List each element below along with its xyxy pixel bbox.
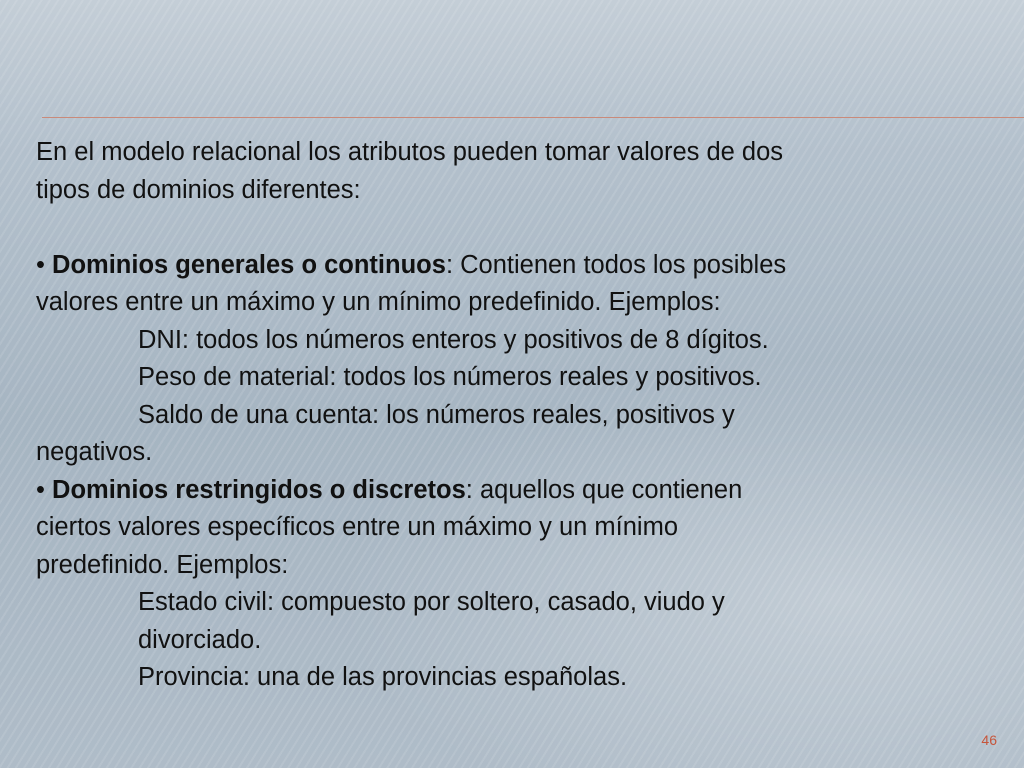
intro-text-line-2: tipos de dominios diferentes: [36, 175, 361, 204]
general-example-peso: Peso de material: todos los números reales y positivos. [138, 363, 762, 391]
restricted-domains-term: Dominios restringidos o discretos [52, 475, 466, 504]
general-domains-definition: : Contienen todos los posibles [445, 250, 787, 279]
restricted-domains-definition-line-3: predefinido. Ejemplos: [36, 550, 289, 579]
general-domains-bullet-line [36, 247, 976, 285]
restricted-example-provincia: Provincia: una de las provincias españolas. [138, 663, 628, 691]
bullet-icon: • [36, 475, 45, 504]
restricted-example-estado-civil-continued: divorciado. [138, 625, 262, 654]
general-domains-definition-line-2: valores entre un máximo y un mínimo predefinido. Ejemplos: [36, 288, 721, 316]
general-example-saldo-continued: negativos. [36, 438, 153, 466]
restricted-example-estado-civil: Estado civil: compuesto por soltero, casado, viudo y [138, 588, 725, 616]
restricted-domains-bullet-line [36, 472, 976, 510]
bullet-icon: • [36, 250, 45, 279]
restricted-domains-definition-line-2: ciertos valores específicos entre un máximo y un mínimo [36, 513, 679, 541]
general-example-saldo: Saldo de una cuenta: los números reales, positivos y [138, 400, 735, 429]
spacer [36, 209, 976, 247]
restricted-domains-definition: : aquellos que contienen [465, 475, 743, 504]
intro-text-line-1: En el modelo relacional los atributos pueden tomar valores de dos [36, 138, 784, 166]
page-number: 46 [981, 732, 997, 748]
general-example-dni: DNI: todos los números enteros y positivos de 8 dígitos. [138, 325, 769, 354]
header-divider [42, 117, 1024, 118]
slide-body [36, 134, 976, 697]
general-domains-term: Dominios generales o continuos [52, 250, 446, 279]
